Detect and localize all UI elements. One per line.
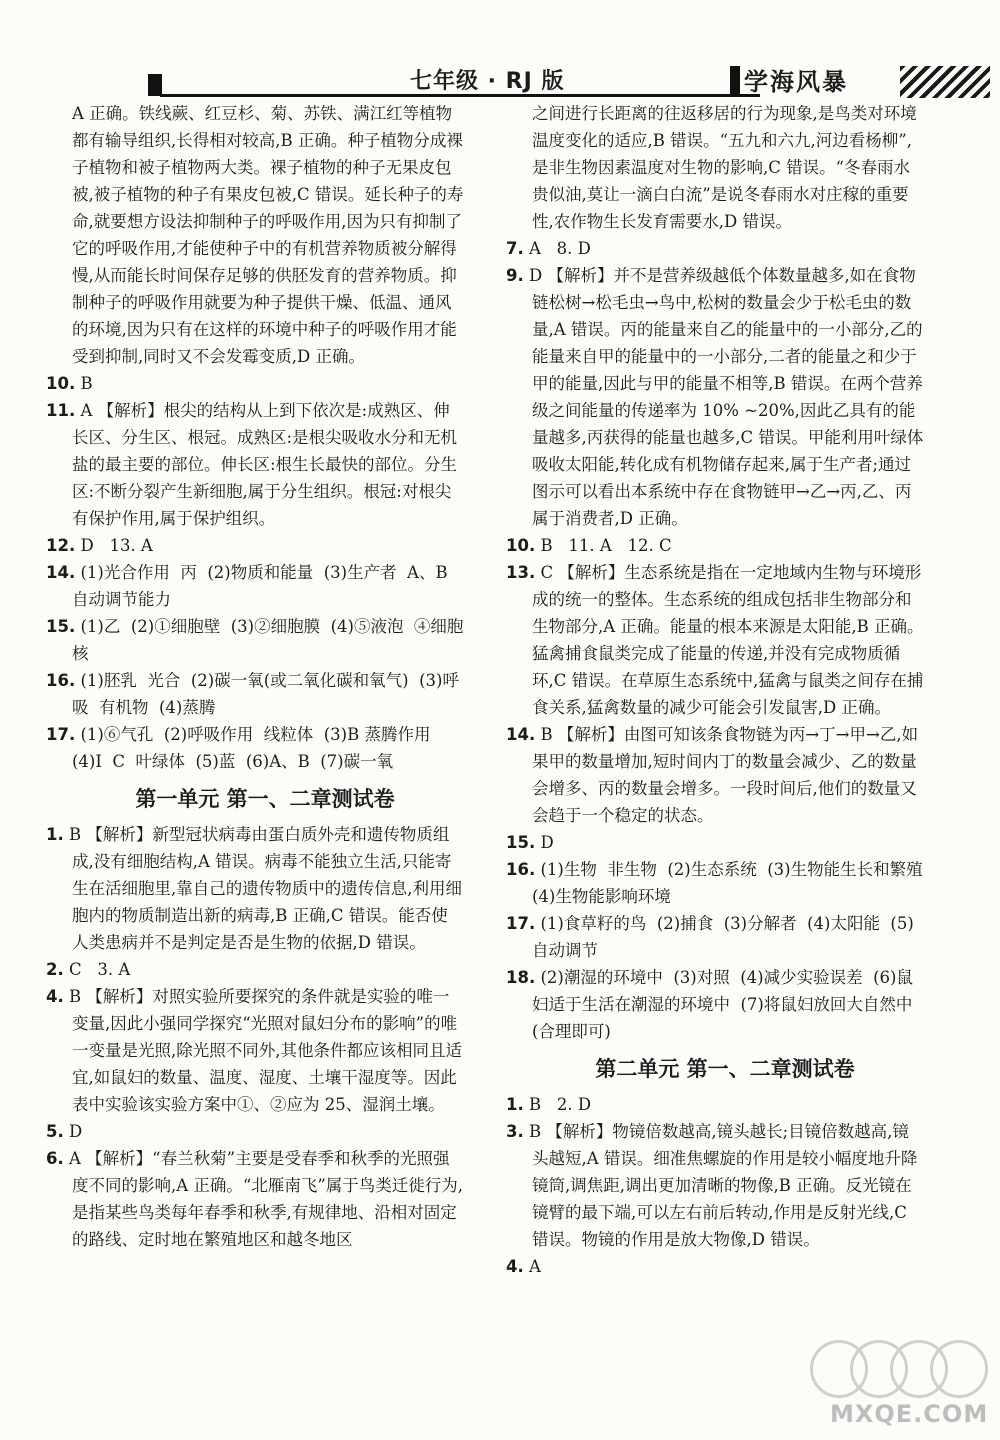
section-heading: 第二单元 第一、二章测试卷 <box>595 1057 855 1081</box>
answer-number: 4. <box>506 1257 524 1276</box>
answer-text: D 13. A <box>80 536 153 555</box>
answer-item <box>506 559 924 721</box>
answer-number: 15. <box>506 833 536 852</box>
answer-number: 1. <box>46 825 64 844</box>
brand-logo <box>730 60 1000 104</box>
answer-text: B 【解析】物镜倍数越高,镜头越长;目镜倍数越高,镜头越短,A 错误。细准焦螺旋的作用是较小幅度地升降镜筒,调焦距,调出更加清晰的物像,B 正确。反光镜在镜臂的最下端,可以左右前后转动,作用是反射光线,C 错误。物镜的作用是放大物像,D 错误。 <box>529 1122 918 1249</box>
answer-item <box>506 964 924 1045</box>
answer-text: D <box>540 833 554 852</box>
answer-text: A 正确。铁线蕨、红豆杉、菊、苏铁、满江红等植物都有输导组织,长得相对较高,B 正确。种子植物分成裸子植物和被子植物两大类。裸子植物的种子无果皮包被,被子植物的种子有果皮包被,C 错误。延长种子的寿命,就要想方设法抑制种子的呼吸作用,因为只有抑制了它的呼吸作用,才能使种子中的有机营养物质被分解得慢,从而能长时间保存足够的供胚发育的营养物质。抑制种子的呼吸作用就要为种子提供干燥、低温、通风的环境,因为只有在这样的环境中种子的呼吸作用才能受到抑制,同时又不会发霉变质,D 正确。 <box>72 104 464 366</box>
answer-text: D <box>69 1122 83 1141</box>
answer-text: A 【解析】“春兰秋菊”主要是受春季和秋季的光照强度不同的影响,A 正确。“北雁南飞”属于鸟类迁徙行为,是指某些鸟类每年春季和秋季,有规律地、沿相对固定的路线、定时地在繁殖地区和越冬地区 <box>69 1149 464 1249</box>
section-heading: 第一单元 第一、二章测试卷 <box>135 787 395 811</box>
answer-number: 10. <box>46 374 76 393</box>
answer-item <box>506 910 924 964</box>
answer-number: 15. <box>46 617 76 636</box>
answer-item <box>506 1118 924 1253</box>
answer-item <box>506 1091 924 1118</box>
answer-text: (1)胚乳 光合 (2)碳一氧(或二氧化碳和氧气) (3)呼吸 有机物 (4)蒸腾 <box>72 671 459 717</box>
answer-item <box>46 397 464 532</box>
brand-stripes <box>900 66 990 98</box>
answer-number: 5. <box>46 1122 64 1141</box>
answer-item <box>46 667 464 721</box>
answer-text: (1)乙 (2)①细胞壁 (3)②细胞膜 (4)⑤液泡 ④细胞核 <box>72 617 464 663</box>
answer-item <box>46 721 464 775</box>
answer-number: 4. <box>46 987 64 1006</box>
answer-number: 11. <box>46 401 76 420</box>
answer-item <box>46 613 464 667</box>
answer-number: 14. <box>46 563 76 582</box>
continued-paragraph <box>506 100 924 235</box>
answer-number: 3. <box>506 1122 524 1141</box>
answer-text: B <box>80 374 93 393</box>
answer-text: A 8. D <box>529 239 591 258</box>
answer-text: 之间进行长距离的往返移居的行为现象,是鸟类对环境温度变化的适应,B 错误。“五九和六九,河边看杨柳”,是非生物因素温度对生物的影响,C 错误。“冬春雨水贵似油,莫让一滴白白流”是说冬春雨水对庄稼的重要性,农作物生长发育需要水,D 错误。 <box>532 104 917 231</box>
answer-number: 17. <box>506 914 536 933</box>
answer-item <box>46 821 464 956</box>
answer-text: C 【解析】生态系统是指在一定地域内生物与环境形成的统一的整体。生态系统的组成包括非生物部分和生物部分,A 正确。能量的根本来源是太阳能,B 正确。猛禽捕食鼠类完成了能量的传递,并没有完成物质循环,C 错误。在草原生态系统中,猛禽与鼠类之间存在捕食关系,猛禽数量的减少可能会引发鼠害,D 正确。 <box>532 563 924 717</box>
answer-text: A 【解析】根尖的结构从上到下依次是:成熟区、伸长区、分生区、根冠。成熟区:是根尖吸收水分和无机盐的最主要的部位。伸长区:根生长最快的部位。分生区:不断分裂产生新细胞,属于分生组织。根冠:对根尖有保护作用,属于保护组织。 <box>72 401 458 528</box>
watermark-circle <box>930 1340 988 1398</box>
right-column <box>506 100 934 1280</box>
continued-paragraph <box>46 100 464 370</box>
answer-text: (1)光合作用 丙 (2)物质和能量 (3)生产者 A、B 自动调节能力 <box>72 563 459 609</box>
answer-item <box>46 532 464 559</box>
brand-bar <box>730 66 740 96</box>
answer-number: 2. <box>46 960 64 979</box>
answer-number: 9. <box>506 266 524 285</box>
answer-text: (1)⑥气孔 (2)呼吸作用 线粒体 (3)B 蒸腾作用 (4)I C 叶绿体 (5)蓝 (6)A、B (7)碳一氧 <box>72 725 441 771</box>
answer-text: B 【解析】对照实验所要探究的条件就是实验的唯一变量,因此小强同学探究“光照对鼠妇分布的影响”的唯一变量是光照,除光照不同外,其他条件都应该相同且适宜,如鼠妇的数量、温度、湿度、土壤干湿度等。因此表中实验该实验方案中①、②应为 25、湿润土壤。 <box>69 987 462 1114</box>
answer-item <box>46 559 464 613</box>
answer-number: 16. <box>506 860 536 879</box>
answer-item <box>46 1118 464 1145</box>
answer-item <box>46 370 464 397</box>
answer-number: 10. <box>506 536 536 555</box>
answer-item <box>506 856 934 910</box>
answer-number: 7. <box>506 239 524 258</box>
answer-text: C 3. A <box>69 960 131 979</box>
answer-number: 1. <box>506 1095 524 1114</box>
answer-number: 12. <box>46 536 76 555</box>
answer-item <box>506 829 924 856</box>
answer-text: (1)生物 非生物 (2)生态系统 (3)生物能生长和繁殖 (4)生物能影响环境 <box>532 860 934 906</box>
answer-number: 13. <box>506 563 536 582</box>
brand-name: 学海风暴 <box>744 68 848 96</box>
answer-item <box>46 956 464 983</box>
answer-text: D 【解析】并不是营养级越低个体数量越多,如在食物链松树→松毛虫→鸟中,松树的数量会少于松毛虫的数量,A 错误。丙的能量来自乙的能量中的一小部分,乙的能量来自甲的能量中的一小部分,二者的能量之和少于甲的能量,因此与甲的能量不相等,B 错误。在两个营养级之间能量的传递率为 10% ~20%,因此乙具有的能量越多,丙获得的能量也越多,C 错误。甲能利用叶绿体吸收太阳能,转化成有机物储存起来,属于生产者;通过图示可以看出本系统中存在食物链甲→乙→丙,乙、丙属于消费者,D 正确。 <box>529 266 924 528</box>
answer-number: 14. <box>506 725 536 744</box>
header-marker-block <box>148 74 162 96</box>
answer-item <box>506 532 924 559</box>
answer-number: 6. <box>46 1149 64 1168</box>
header-grade: 七年级 · RJ 版 <box>410 69 565 94</box>
answer-text: A <box>529 1257 541 1276</box>
answer-item <box>506 1253 924 1280</box>
answer-number: 17. <box>46 725 76 744</box>
answer-item <box>506 235 924 262</box>
answer-text: B 【解析】由图可知该条食物链为丙→丁→甲→乙,如果甲的数量增加,短时间内丁的数量会减少、乙的数量会增多、丙的数量会增多。一段时间后,他们的数量又会趋于一个稳定的状态。 <box>532 725 919 825</box>
answer-item <box>46 1145 464 1253</box>
left-column <box>46 100 464 1253</box>
answer-item <box>506 262 924 532</box>
answer-text: B 【解析】新型冠状病毒由蛋白质外壳和遗传物质组成,没有细胞结构,A 错误。病毒不能独立生活,只能寄生在活细胞里,靠自己的遗传物质中的遗传信息,利用细胞内的物质制造出新的病毒,B 正确,C 错误。能否使人类患病并不是判定是否是生物的依据,D 错误。 <box>69 825 462 952</box>
watermark-text: MXQE.COM <box>830 1400 989 1428</box>
watermark-logo <box>810 1330 990 1430</box>
answer-text: (1)食草籽的鸟 (2)捕食 (3)分解者 (4)太阳能 (5)自动调节 <box>532 914 914 960</box>
answer-text: B 11. A 12. C <box>540 536 672 555</box>
answer-number: 18. <box>506 968 536 987</box>
answer-text: (2)潮湿的环境中 (3)对照 (4)减少实验误差 (6)鼠妇适于生活在潮湿的环境中 (7)将鼠妇放回大自然中(合理即可) <box>532 968 913 1041</box>
answer-item <box>46 983 464 1118</box>
answer-item <box>506 721 924 829</box>
answer-number: 16. <box>46 671 76 690</box>
answer-text: B 2. D <box>529 1095 592 1114</box>
